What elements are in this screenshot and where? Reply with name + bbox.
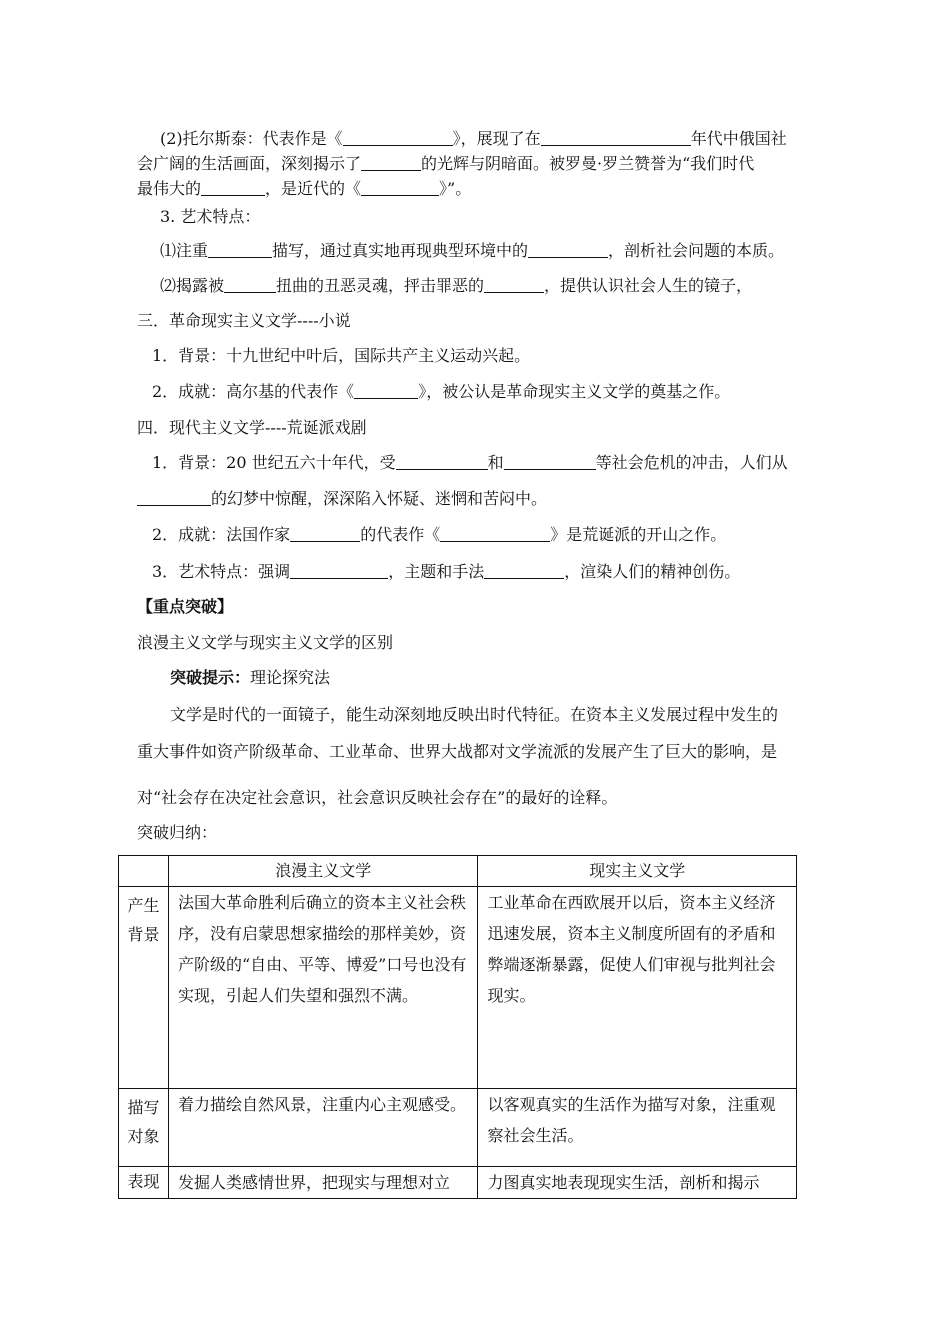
text: 等社会危机的冲击，人们从: [595, 453, 788, 472]
text: 浪漫主义文学与现实主义文学的区别: [137, 633, 394, 652]
text: 会广阔的生活画面，深刻揭示了: [137, 154, 362, 173]
text: 最伟大的: [137, 179, 202, 198]
blank: [440, 525, 550, 542]
text: ⑵揭露被: [160, 276, 225, 295]
text: ，渲染人们的精神创伤。: [564, 562, 741, 581]
paragraph-line-1: [170, 704, 778, 726]
section-3-background: [152, 345, 530, 367]
blank: [361, 179, 439, 196]
table-cell: 力图真实地表现现实生活，剖析和揭示: [478, 1167, 797, 1199]
blank: [484, 562, 564, 579]
text: 突破归纳：: [137, 823, 218, 842]
text: ，主题和手法: [388, 562, 485, 581]
paragraph-line-2: [137, 741, 777, 763]
tolstoy-line-3: [137, 178, 471, 200]
table-cell: 着力描绘自然风景，注重内心主观感受。: [168, 1089, 478, 1167]
section-3-heading: [137, 310, 351, 332]
text: 对“社会存在决定社会意识，社会意识反映社会存在”的最好的诠释。: [137, 788, 618, 807]
header-realism: 现实主义文学: [478, 856, 797, 887]
text: 2．成就：高尔基的代表作《: [152, 382, 355, 401]
text: 》，展现了在: [452, 129, 541, 148]
comparison-table: [118, 855, 797, 1199]
blank: [504, 453, 596, 470]
text: 年代中俄国社: [690, 129, 787, 148]
blank: [541, 129, 691, 146]
blank: [290, 525, 360, 542]
summary-label: [137, 822, 217, 844]
text: 和: [487, 453, 504, 472]
blank: [361, 154, 421, 171]
section-4-background-1: [152, 452, 788, 474]
text: 【重点突破】: [137, 597, 234, 616]
text: 四．现代主义文学----荒诞派戏剧: [137, 418, 367, 437]
text: (2)托尔斯泰：代表作是《: [160, 129, 343, 148]
blank: [396, 453, 488, 470]
text: 三．革命现实主义文学----小说: [137, 311, 351, 330]
blank: [201, 179, 265, 196]
table-cell: 工业革命在西欧展开以后，资本主义经济迅速发展，资本主义制度所固有的矛盾和弊端逐渐暴露，促使人们审视与批判社会现实。: [478, 887, 797, 1089]
blank: [528, 241, 608, 258]
table-header-row: [119, 856, 797, 887]
text: 的代表作《: [360, 525, 441, 544]
text: 扭曲的丑恶灵魂，抨击罪恶的: [276, 276, 485, 295]
row-header: 产生背景: [119, 887, 169, 1089]
blank: [208, 241, 272, 258]
text: 1．背景：20 世纪五六十年代，受: [152, 453, 396, 472]
breakthrough-hint: [170, 667, 330, 689]
table-cell: 法国大革命胜利后确立的资本主义社会秩序，没有启蒙思想家描绘的那样美妙，资产阶级的“自由、平等、博爱”口号也没有实现，引起人们失望和强烈不满。: [168, 887, 478, 1089]
table-row: [119, 1167, 797, 1199]
blank: [224, 276, 276, 293]
header-empty-cell: [119, 856, 169, 887]
blank: [290, 562, 388, 579]
blank: [137, 489, 211, 506]
blank: [343, 129, 453, 146]
text: 》”。: [439, 179, 472, 198]
hint-label: 突破提示：: [170, 668, 251, 687]
table-cell: 以客观真实的生活作为描写对象，注重观察社会生活。: [478, 1089, 797, 1167]
text: 》，被公认是革命现实主义文学的奠基之作。: [418, 382, 731, 401]
tolstoy-line-1: [160, 128, 787, 150]
row-header: 描写对象: [119, 1089, 169, 1167]
text: 描写，通过真实地再现典型环境中的: [272, 241, 529, 260]
text: 2．成就：法国作家: [152, 525, 291, 544]
table-row: [119, 1089, 797, 1167]
section-4-heading: [137, 417, 367, 439]
art-feature-1: [160, 240, 784, 262]
blank: [484, 276, 544, 293]
table-cell: 发掘人类感情世界，把现实与理想对立: [168, 1167, 478, 1199]
art-features-heading: [160, 206, 260, 228]
text: 文学是时代的一面镜子，能生动深刻地反映出时代特征。在资本主义发展过程中发生的: [170, 705, 779, 724]
text: 理论探究法: [250, 668, 331, 687]
blank: [354, 382, 418, 399]
text: 的幻梦中惊醒，深深陷入怀疑、迷惘和苦闷中。: [211, 489, 548, 508]
tolstoy-line-2: [137, 153, 754, 175]
text: ，剖析社会问题的本质。: [608, 241, 785, 260]
section-4-art-features: [152, 561, 740, 583]
section-4-achievement: [152, 524, 726, 546]
header-romanticism: 浪漫主义文学: [168, 856, 478, 887]
art-feature-2: [160, 275, 752, 297]
section-4-background-2: [137, 488, 547, 510]
text: 3．艺术特点：强调: [152, 562, 291, 581]
text: ⑴注重: [160, 241, 209, 260]
section-3-achievement: [152, 381, 730, 403]
text: 的光辉与阴暗面。被罗曼·罗兰赞誉为“我们时代: [421, 154, 755, 173]
text: 3. 艺术特点：: [160, 207, 261, 226]
text: 重大事件如资产阶级革命、工业革命、世界大战都对文学流派的发展产生了巨大的影响，是: [137, 742, 778, 761]
text: 》是荒诞派的开山之作。: [550, 525, 727, 544]
key-points-heading: [137, 596, 233, 618]
key-topic: [137, 632, 393, 654]
text: ，是近代的《: [265, 179, 362, 198]
text: 1．背景：十九世纪中叶后，国际共产主义运动兴起。: [152, 346, 531, 365]
paragraph-line-3: [137, 787, 617, 809]
text: ，提供认识社会人生的镜子，: [544, 276, 753, 295]
row-header: 表现: [119, 1167, 169, 1199]
table-row: [119, 887, 797, 1089]
